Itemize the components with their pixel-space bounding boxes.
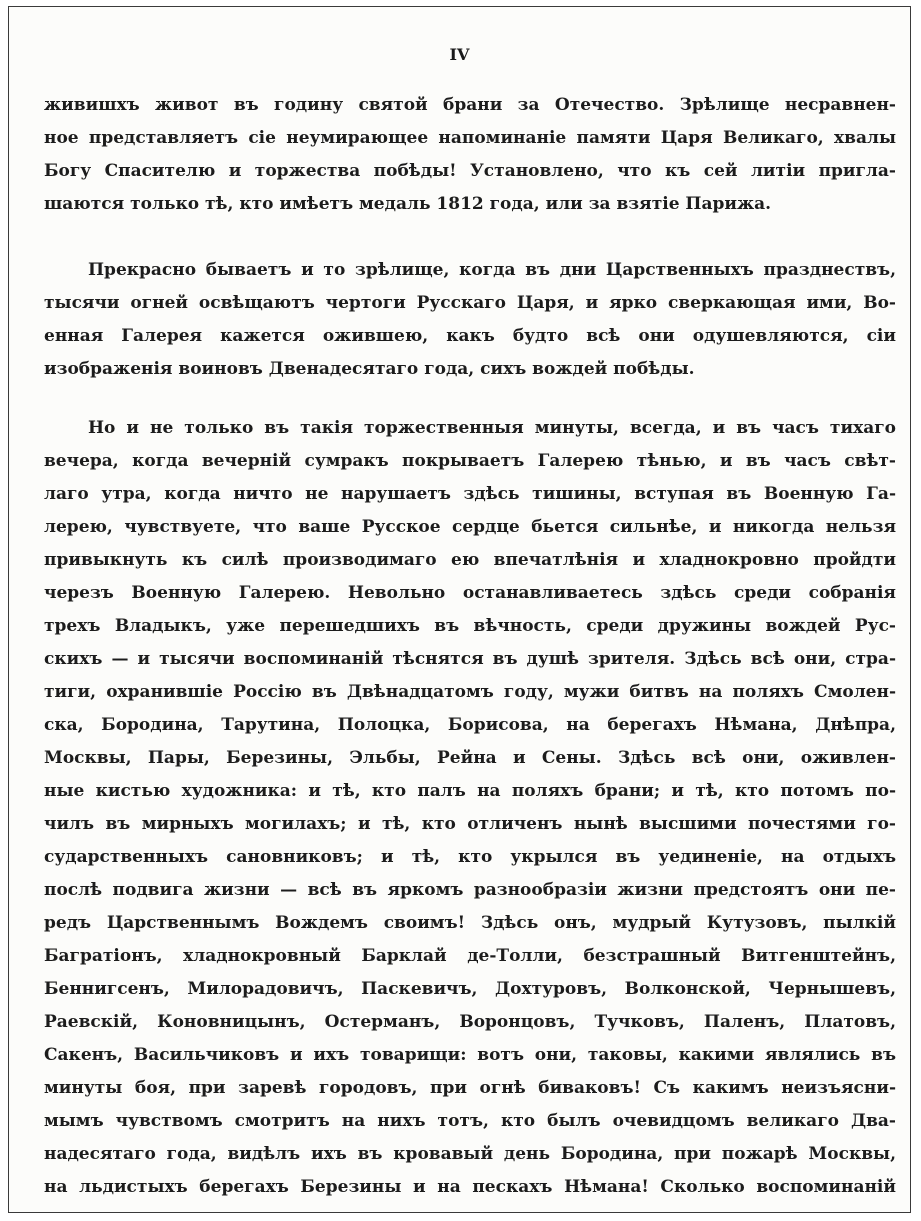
text-line: Раевскій, Коновницынъ, Остерманъ, Воронцовъ, Тучковъ, Паленъ, Платовъ,	[44, 1012, 896, 1032]
text-line: ска, Бородина, Тарутина, Полоцка, Борисова, на берегахъ Нѣмана, Днѣпра,	[44, 715, 896, 735]
text-line: редъ Царственнымъ Вождемъ своимъ! Здѣсь онъ, мудрый Кутузовъ, пылкій	[44, 913, 896, 933]
paragraph-1	[44, 89, 896, 221]
text-line: послѣ подвига жизни — всѣ въ яркомъ разнообразіи жизни предстоятъ они пе-	[44, 880, 896, 900]
text-line: вечера, когда вечерній сумракъ покрываетъ Галерею тѣнью, и въ часъ свѣт-	[44, 451, 896, 471]
text-line: тысячи огней освѣщаютъ чертоги Русскаго Царя, и ярко сверкающая ими, Во-	[44, 293, 896, 313]
text-line: привыкнуть къ силѣ производимаго ею впечатлѣнія и хладнокровно пройдти	[44, 550, 896, 570]
text-line: живишхъ живот въ годину святой брани за Отечество. Зрѣлище несравнен-	[44, 95, 896, 115]
text-line: черезъ Военную Галерею. Невольно останавливаетесь здѣсь среди собранія	[44, 583, 896, 603]
text-line: шаются только тѣ, кто имѣетъ медаль 1812 года, или за взятіе Парижа.	[44, 194, 772, 214]
page-number: IV	[449, 45, 470, 64]
text-line: мымъ чувствомъ смотритъ на нихъ тотъ, кто былъ очевидцомъ великаго Два-	[44, 1111, 896, 1131]
text-line: Но и не только въ такія торжественныя минуты, всегда, и въ часъ тихаго	[88, 418, 896, 438]
text-line: на льдистыхъ берегахъ Березины и на пескахъ Нѣмана! Сколько воспоминаній	[44, 1177, 896, 1197]
text-line: Сакенъ, Васильчиковъ и ихъ товарищи: вотъ они, таковы, какими являлись въ	[44, 1045, 896, 1065]
text-line: сударственныхъ сановниковъ; и тѣ, кто укрылся въ уединеніе, на отдыхъ	[44, 847, 896, 867]
text-line: лаго утра, когда ничто не нарушаетъ здѣсь тишины, вступая въ Военную Га-	[44, 484, 896, 504]
text-line: трехъ Владыкъ, уже перешедшихъ въ вѣчность, среди дружины вождей Рус-	[44, 616, 896, 636]
text-line: чилъ въ мирныхъ могилахъ; и тѣ, кто отличенъ нынѣ высшими почестями го-	[44, 814, 896, 834]
text-line: минуты боя, при заревѣ городовъ, при огнѣ биваковъ! Съ какимъ неизъясни-	[44, 1078, 896, 1098]
text-line: Прекрасно бываетъ и то зрѣлище, когда въ дни Царственныхъ празднествъ,	[88, 260, 896, 280]
text-line: надесятаго года, видѣлъ ихъ въ кровавый день Бородина, при пожарѣ Москвы,	[44, 1144, 896, 1164]
text-line: Беннигсенъ, Милорадовичъ, Паскевичъ, Дохтуровъ, Волконской, Чернышевъ,	[44, 979, 896, 999]
text-line: изображенія воиновъ Двенадесятаго года, сихъ вождей побѣды.	[44, 359, 695, 379]
text-line: Богу Спасителю и торжества побѣды! Установлено, что къ сей литіи пригла-	[44, 161, 896, 181]
text-line: Москвы, Пары, Березины, Эльбы, Рейна и Сены. Здѣсь всѣ они, оживлен-	[44, 748, 896, 768]
page-frame	[8, 6, 911, 1213]
text-line: ное представляетъ сіе неумирающее напоминаніе памяти Царя Великаго, хвалы	[44, 128, 896, 148]
text-line: скихъ — и тысячи воспоминаній тѣснятся въ душѣ зрителя. Здѣсь всѣ они, стра-	[44, 649, 896, 669]
paragraph-3	[44, 412, 896, 1204]
text-line: ные кистью художника: и тѣ, кто палъ на поляхъ брани; и тѣ, кто потомъ по-	[44, 781, 896, 801]
text-line: енная Галерея кажется ожившею, какъ будто всѣ они одушевляются, сіи	[44, 326, 896, 346]
text-line: Багратіонъ, хладнокровный Барклай де-Толли, безстрашный Витгенштейнъ,	[44, 946, 896, 966]
text-line: лерею, чувствуете, что ваше Русское сердце бьется сильнѣе, и никогда нельзя	[44, 517, 896, 537]
paragraph-2	[44, 254, 896, 386]
text-line: тиги, охранившіе Россію въ Двѣнадцатомъ году, мужи битвъ на поляхъ Смолен-	[44, 682, 896, 702]
